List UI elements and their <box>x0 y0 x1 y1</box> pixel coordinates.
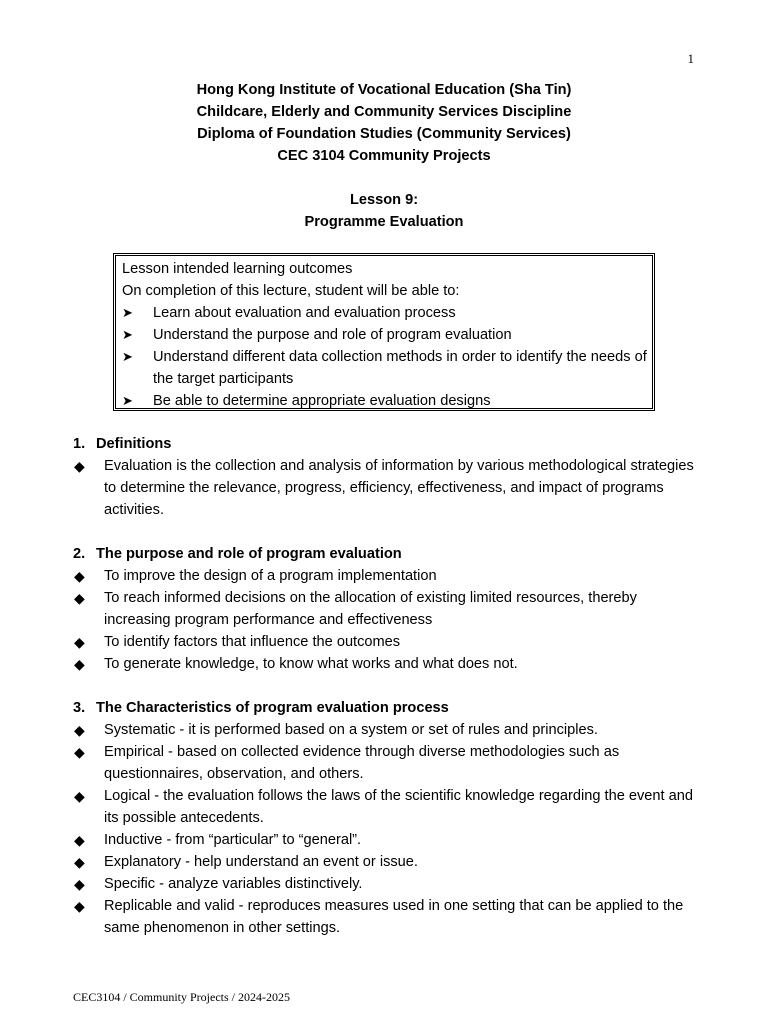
diamond-bullet-icon: ◆ <box>74 832 85 848</box>
document-header <box>0 79 768 233</box>
outcomes-intro: On completion of this lecture, student will be able to: <box>122 283 460 299</box>
outcome-item: ➤ Learn about evaluation and evaluation process <box>122 302 652 324</box>
bullet-item: ◆ To generate knowledge, to know what works and what does not. <box>73 653 703 675</box>
discipline-name: Childcare, Elderly and Community Services Discipline <box>196 104 572 120</box>
bullet-item: ◆ Systematic - it is performed based on a system or set of rules and principles. <box>73 719 703 741</box>
bullet-item: ◆ Specific - analyze variables distinctively. <box>73 873 703 895</box>
diamond-bullet-icon: ◆ <box>74 854 85 870</box>
diamond-bullet-icon: ◆ <box>74 722 85 738</box>
bullet-item: ◆ To improve the design of a program implementation <box>73 565 703 587</box>
bullet-item: ◆ Replicable and valid - reproduces measures used in one setting that can be applied to the same phenomenon in other settings. <box>73 895 703 939</box>
diamond-bullet-icon: ◆ <box>74 788 85 804</box>
diamond-bullet-icon: ◆ <box>74 656 85 672</box>
bullet-item: ◆ Explanatory - help understand an event or issue. <box>73 851 703 873</box>
lesson-title: Programme Evaluation <box>304 214 464 230</box>
section-heading-characteristics: 3. The Characteristics of program evaluation process <box>73 700 449 716</box>
arrow-bullet-icon: ➤ <box>122 393 133 408</box>
diamond-bullet-icon: ◆ <box>74 590 85 606</box>
diamond-bullet-icon: ◆ <box>74 898 85 914</box>
arrow-bullet-icon: ➤ <box>122 327 133 342</box>
arrow-bullet-icon: ➤ <box>122 305 133 320</box>
document-body <box>73 433 703 939</box>
institute-name: Hong Kong Institute of Vocational Education (Sha Tin) <box>196 82 572 98</box>
bullet-item: ◆ Logical - the evaluation follows the laws of the scientific knowledge regarding the event and its possible antecedents. <box>73 785 703 829</box>
learning-outcomes-box <box>115 255 653 409</box>
outcomes-title: Lesson intended learning outcomes <box>122 261 353 277</box>
section-heading-definitions: 1. Definitions <box>73 436 172 452</box>
diamond-bullet-icon: ◆ <box>74 568 85 584</box>
bullet-item: ◆ Evaluation is the collection and analysis of information by various methodological strategies to determine the relevance, progress, efficiency, effectiveness, and impact of programs activities. <box>73 455 703 521</box>
lesson-number: Lesson 9: <box>349 192 419 208</box>
outcome-item: ➤ Understand the purpose and role of program evaluation <box>122 324 652 346</box>
bullet-item: ◆ To reach informed decisions on the allocation of existing limited resources, thereby increasing program performance and effectiveness <box>73 587 703 631</box>
bullet-item: ◆ Inductive - from “particular” to “general”. <box>73 829 703 851</box>
diamond-bullet-icon: ◆ <box>74 458 85 474</box>
programme-name: Diploma of Foundation Studies (Community Services) <box>197 126 571 142</box>
course-name: CEC 3104 Community Projects <box>277 148 491 164</box>
bullet-item: ◆ Empirical - based on collected evidence through diverse methodologies such as questionnaires, observation, and others. <box>73 741 703 785</box>
page-footer: CEC3104 / Community Projects / 2024-2025 <box>73 990 291 1004</box>
bullet-item: ◆ To identify factors that influence the outcomes <box>73 631 703 653</box>
outcome-item: ➤ Be able to determine appropriate evaluation designs <box>122 390 652 412</box>
section-heading-purpose: 2. The purpose and role of program evaluation <box>73 546 402 562</box>
diamond-bullet-icon: ◆ <box>74 876 85 892</box>
diamond-bullet-icon: ◆ <box>74 634 85 650</box>
arrow-bullet-icon: ➤ <box>122 349 133 364</box>
page-number: 1 <box>687 51 694 66</box>
outcome-item: ➤ Understand different data collection methods in order to identify the needs of the target participants <box>122 346 652 390</box>
diamond-bullet-icon: ◆ <box>74 744 85 760</box>
